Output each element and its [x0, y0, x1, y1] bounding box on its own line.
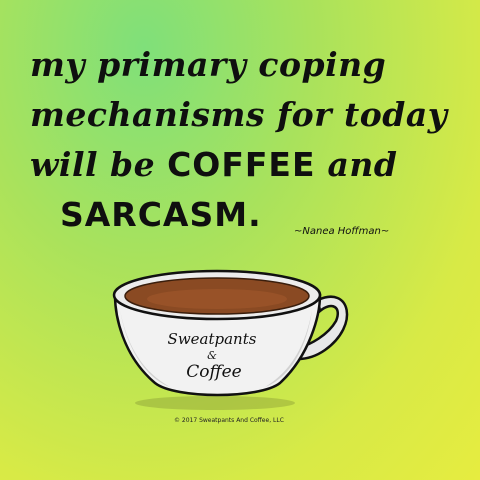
quote-line-1: my primary coping [30, 45, 387, 84]
quote-line-3-start: will be [30, 145, 168, 184]
mug-text-ampersand: & [207, 349, 217, 362]
coffee-highlight [147, 289, 287, 309]
quote-line-2: mechanisms for today [30, 95, 448, 134]
cup-shadow [135, 396, 295, 410]
author-signature: ~Nanea Hoffman~ [294, 226, 390, 237]
quote-line-3-end: and [315, 145, 398, 184]
quote-text [30, 40, 460, 240]
sarcasm-word: SARCASM. [60, 195, 262, 234]
quote-line-3 [30, 140, 460, 190]
mug-text-sweatpants: Sweatpants [167, 330, 257, 348]
coffee-cup-illustration [100, 255, 360, 415]
mug-text-coffee: Coffee [186, 362, 242, 382]
coffee-word: COFFEE [167, 145, 316, 184]
copyright-notice: © 2017 Sweatpants And Coffee, LLC [174, 417, 284, 424]
